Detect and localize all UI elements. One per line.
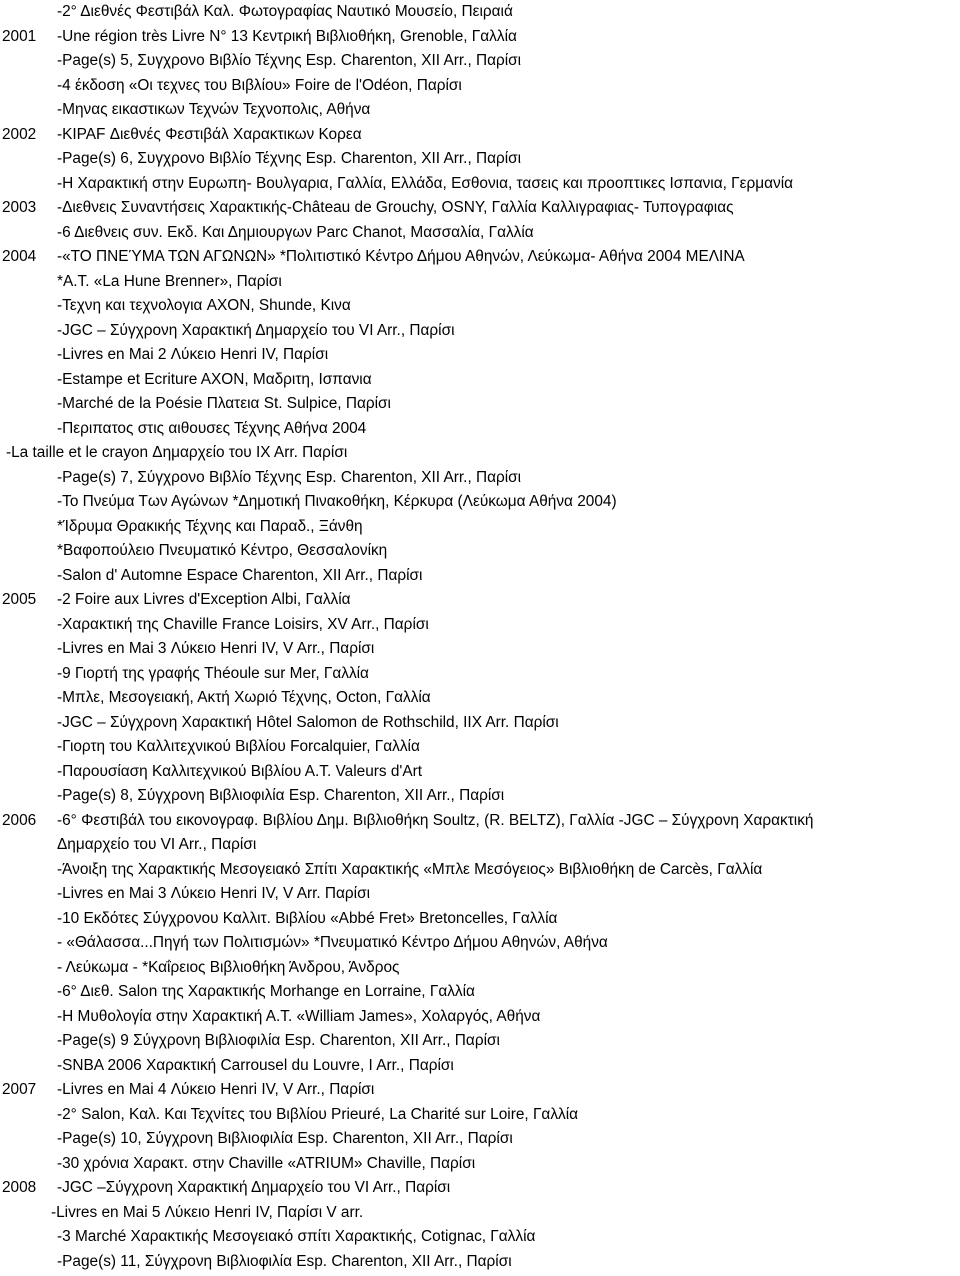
year-label: 2005 — [2, 591, 37, 608]
list-item — [0, 270, 960, 295]
entry-text: -Page(s) 6, Συγχρονο Βιβλίο Τέχνης Esp. Charenton, XII Arr., Παρίσι — [57, 150, 522, 167]
list-item — [0, 74, 960, 99]
year-label: 2004 — [2, 248, 37, 265]
list-item — [0, 735, 960, 760]
entry-text: -JGC –Σύγχρονη Χαρακτική Δημαρχείο του VI Arr., Παρίσι — [57, 1179, 451, 1196]
entry-text: -KIPAF Διεθνές Φεστιβάλ Χαρακτικων Κορεα — [57, 125, 362, 143]
list-item — [0, 858, 960, 883]
entry-text: -Η Μυθολογία στην Χαρακτική Α.Τ. «William James», Χολαργός, Αθήνα — [57, 1007, 541, 1025]
entry-text: - «Θάλασσα...Πηγή των Πολιτισμών» *Πνευματικό Κέντρο Δήμου Αθηνών, Αθήνα — [57, 934, 608, 951]
entry-text: -Livres en Mai 4 Λύκειο Henri IV, V Arr., Παρίσι — [57, 1081, 375, 1098]
entry-text: -10 Εκδότες Σύγχρονου Καλλιτ. Βιβλίου «Abbé Fret» Bretoncelles, Γαλλία — [57, 909, 558, 927]
list-item — [0, 1127, 960, 1152]
list-item — [0, 221, 960, 246]
list-item — [0, 1005, 960, 1030]
list-item — [0, 392, 960, 417]
list-item — [0, 907, 960, 932]
list-item — [0, 294, 960, 319]
entry-text: -6° Φεστιβάλ του εικονογραφ. Βιβλίου Δημ. Βιβλιοθήκη Soultz, (R. BELTZ), Γαλλία -JGC – Σύγχρονη Χαρακτική — [57, 811, 814, 829]
list-item — [0, 613, 960, 638]
entry-text: -SNBA 2006 Χαρακτική Carrousel du Louvre, I Arr., Παρίσι — [57, 1056, 454, 1074]
year-label: 2003 — [2, 199, 37, 216]
list-item — [0, 1176, 960, 1201]
entry-text: -JGC – Σύγχρονη Χαρακτική Hôtel Salomon de Rothschild, IIX Arr. Παρίσι — [57, 713, 559, 731]
list-item — [0, 123, 960, 148]
list-item — [0, 1225, 960, 1250]
entry-text: -3 Marché Χαρακτικής Μεσογειακό σπίτι Χαρακτικής, Cotignac, Γαλλία — [57, 1228, 536, 1245]
list-item — [0, 686, 960, 711]
list-item — [0, 1103, 960, 1128]
entry-text: -Livres en Mai 3 Λύκειο Henri IV, V Arr. Παρίσι — [57, 885, 371, 902]
entry-text: -2° Salon, Καλ. Και Τεχνίτες του Βιβλίου Prieuré, La Charité sur Loire, Γαλλία — [57, 1105, 579, 1123]
entry-text: -30 χρόνια Χαρακτ. στην Chaville «ATRIUM» Chaville, Παρίσι — [57, 1154, 476, 1172]
list-item — [0, 368, 960, 393]
entry-text: -6 Διεθνεις συν. Εκδ. Και Δημιουργων Parc Chanot, Μασσαλία, Γαλλία — [57, 223, 534, 241]
entry-text: -Livres en Mai 3 Λύκειο Henri IV, V Arr., Παρίσι — [57, 640, 375, 657]
list-item — [0, 196, 960, 221]
list-item — [0, 760, 960, 785]
entry-text: -Livres en Mai 5 Λύκειο Henri IV, Παρίσι V arr. — [51, 1203, 364, 1221]
entry-text: -Livres en Mai 2 Λύκειο Henri IV, Παρίσι — [57, 346, 329, 363]
entry-text: -Marché de la Poésie Πλατεια St. Sulpice, Παρίσι — [57, 395, 391, 412]
list-item — [0, 1152, 960, 1177]
year-label: 2006 — [2, 811, 37, 829]
list-item — [0, 833, 960, 858]
list-item — [0, 1029, 960, 1054]
entry-text: -Page(s) 10, Σύγχρονη Βιβλιοφιλία Esp. Charenton, XII Arr., Παρίσι — [57, 1130, 513, 1147]
list-item — [0, 784, 960, 809]
list-item — [0, 25, 960, 50]
list-item — [0, 1078, 960, 1103]
entry-text: *Ίδρυμα Θρακικής Τέχνης και Παραδ., Ξάνθη — [57, 517, 363, 535]
entry-text: -9 Γιορτή της γραφής Théoule sur Mer, Γαλλία — [57, 664, 369, 682]
entry-text: -Une région très Livre N° 13 Κεντρική Βιβλιοθήκη, Grenoble, Γαλλία — [57, 27, 517, 45]
list-item — [0, 980, 960, 1005]
entry-text: -La taille et le crayon Δημαρχείο του IX Arr. Παρίσι — [6, 444, 348, 461]
entry-text: -Γιορτη του Καλλιτεχνικού Βιβλίου Forcalquier, Γαλλία — [57, 738, 420, 755]
entry-text: -4 έκδοση «Οι τεχνες του Βιβλίου» Foire de l'Odéon, Παρίσι — [57, 76, 462, 94]
list-item — [0, 172, 960, 197]
year-label: 2007 — [2, 1081, 37, 1098]
entry-text: -Παρουσίαση Καλλιτεχνικού Βιβλίου Α.Τ. Valeurs d'Art — [57, 762, 423, 780]
list-item — [0, 637, 960, 662]
entry-text: Δημαρχείο του VI Arr., Παρίσι — [57, 836, 257, 853]
list-item — [0, 343, 960, 368]
list-item — [0, 662, 960, 687]
list-item — [0, 1201, 960, 1226]
entry-text: -Άνοιξη της Χαρακτικής Μεσογειακό Σπίτι Χαρακτικής «Μπλε Μεσόγειος» Βιβλιοθήκη de Carcès, Γαλλία — [57, 860, 763, 878]
list-item — [0, 417, 960, 442]
list-item — [0, 1054, 960, 1079]
entry-text: -Μηνας εικαστικων Τεχνών Τεχνοπολις, Αθήνα — [57, 101, 371, 118]
year-label: 2008 — [2, 1179, 37, 1196]
year-label: 2001 — [2, 27, 37, 45]
entry-text: -Περιπατος στις αιθουσες Τέχνης Αθήνα 2004 — [57, 419, 367, 437]
list-item — [0, 588, 960, 613]
list-item — [0, 711, 960, 736]
list-item — [0, 245, 960, 270]
entry-text: -Page(s) 5, Συγχρονο Βιβλίο Τέχνης Esp. Charenton, XII Arr., Παρίσι — [57, 52, 522, 69]
list-item — [0, 515, 960, 540]
entry-text: - Λεύκωμα - *Καΐρειος Βιβλιοθήκη Άνδρου, Άνδρος — [57, 958, 400, 976]
entry-text: -Page(s) 9 Σύγχρονη Βιβλιοφιλία Esp. Charenton, XII Arr., Παρίσι — [57, 1032, 500, 1049]
entry-text: -Τεχνη και τεχνολογια AXON, Shunde, Κινα — [57, 297, 351, 314]
year-label: 2002 — [2, 125, 37, 143]
entry-text: -6° Διεθ. Salon της Χαρακτικής Morhange en Lorraine, Γαλλία — [57, 983, 475, 1000]
entry-text: -Μπλε, Μεσογειακή, Ακτή Χωριό Τέχνης, Octon, Γαλλία — [57, 689, 431, 706]
entry-text: -Salon d' Automne Espace Charenton, XII Arr., Παρίσι — [57, 566, 423, 584]
entry-text: -Χαρακτική της Chaville France Loisirs, XV Arr., Παρίσι — [57, 615, 429, 633]
entry-text: -2 Foire aux Livres d'Exception Albi, Γαλλία — [57, 591, 351, 608]
entry-text: -Το Πνεύμα Των Αγώνων *Δημοτική Πινακοθήκη, Κέρκυρα (Λεύκωμα Αθήνα 2004) — [57, 493, 617, 510]
list-item — [0, 809, 960, 834]
list-item — [0, 564, 960, 589]
list-item — [0, 319, 960, 344]
list-item — [0, 49, 960, 74]
list-item — [0, 956, 960, 981]
entry-text: -2° Διεθνές Φεστιβάλ Καλ. Φωτογραφίας Ναυτικό Μουσείο, Πειραιά — [57, 3, 513, 20]
list-item — [0, 0, 960, 25]
entry-text: -Η Χαρακτική στην Ευρωπη- Βουλγαρια, Γαλλία, Ελλάδα, Εσθονια, τασεις και προοπτικες Ισπανια, Γερμανία — [57, 174, 794, 192]
list-item — [0, 539, 960, 564]
list-item — [0, 1250, 960, 1275]
entry-text: -Διεθνεις Συναντήσεις Χαρακτικής-Château de Grouchy, OSNY, Γαλλία Καλλιγραφιας- Τυπογραφιας — [57, 199, 734, 216]
entry-text: -Page(s) 8, Σύγχρονη Βιβλιοφιλία Esp. Charenton, XII Arr., Παρίσι — [57, 787, 505, 804]
list-item — [0, 931, 960, 956]
list-item — [0, 147, 960, 172]
list-item — [0, 882, 960, 907]
list-item — [0, 490, 960, 515]
entry-text: -Estampe et Ecriture AXON, Μαδριτη, Ισπανια — [57, 370, 372, 388]
entry-text: *Βαφοπούλειο Πνευματικό Κέντρο, Θεσσαλονίκη — [57, 542, 388, 559]
entry-text: -JGC – Σύγχρονη Χαρακτική Δημαρχείο του VI Arr., Παρίσι — [57, 321, 455, 339]
list-item — [0, 98, 960, 123]
list-item — [0, 441, 960, 466]
entry-text: -Page(s) 7, Σύγχρονο Βιβλίο Τέχνης Esp. Charenton, XII Arr., Παρίσι — [57, 468, 522, 486]
entry-text: -«ΤΟ ΠΝΕΎΜΑ ΤΩΝ ΑΓΩΝΩΝ» *Πολιτιστικό Κέντρο Δήμου Αθηνών, Λεύκωμα- Αθήνα 2004 ΜΕΛΙΝΑ — [57, 248, 745, 265]
entry-text: -Page(s) 11, Σύγχρονη Βιβλιοφιλία Esp. Charenton, XII Arr., Παρίσι — [57, 1252, 512, 1270]
list-item — [0, 466, 960, 491]
entry-text: *Α.Τ. «La Hune Brenner», Παρίσι — [57, 272, 282, 290]
